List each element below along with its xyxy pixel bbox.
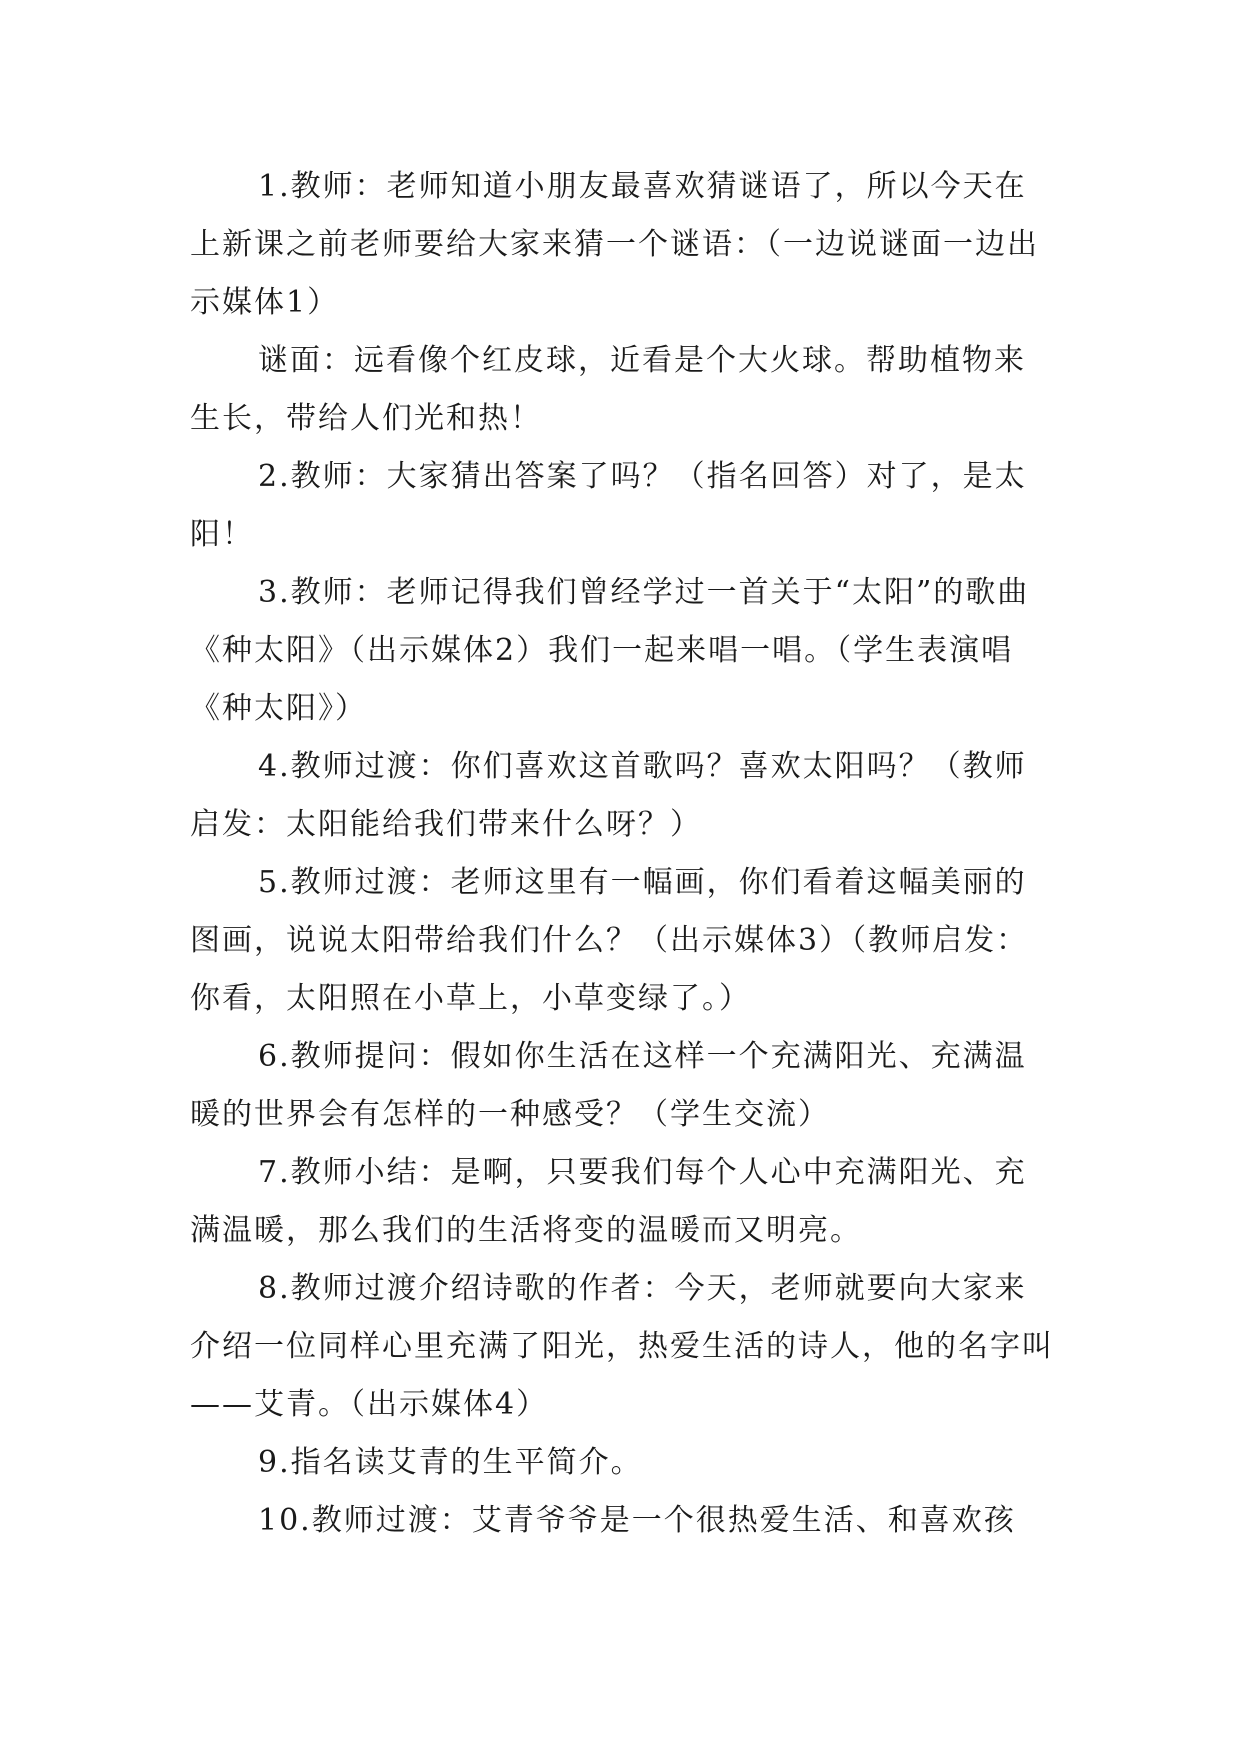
paragraph-7: 7.教师小结：是啊，只要我们每个人心中充满阳光、充满温暖，那么我们的生活将变的温暖而又明亮。 [190,1155,1027,1248]
paragraph-1: 1.教师：老师知道小朋友最喜欢猜谜语了，所以今天在上新课之前老师要给大家来猜一个谜语：（一边说谜面一边出示媒体1） [190,169,1039,320]
paragraph-4: 4.教师过渡：你们喜欢这首歌吗？喜欢太阳吗？（教师启发：太阳能给我们带来什么呀？） [190,749,1027,842]
paragraph-10: 10.教师过渡：艾青爷爷是一个很热爱生活、和喜欢孩 [258,1503,1016,1538]
paragraph-3: 3.教师：老师记得我们曾经学过一首关于“太阳”的歌曲《种太阳》（出示媒体2）我们一起来唱一唱。（学生表演唱《种太阳》） [190,575,1030,726]
paragraph-2: 2.教师：大家猜出答案了吗？（指名回答）对了，是太阳！ [190,459,1027,552]
paragraph-6: 6.教师提问：假如你生活在这样一个充满阳光、充满温暖的世界会有怎样的一种感受？（学生交流） [190,1039,1027,1132]
document-body [190,158,1055,1550]
paragraph-9: 9.指名读艾青的生平简介。 [258,1445,643,1480]
paragraph-8: 8.教师过渡介绍诗歌的作者：今天，老师就要向大家来介绍一位同样心里充满了阳光，热爱生活的诗人，他的名字叫——艾青。（出示媒体4） [190,1271,1054,1422]
paragraph-riddle: 谜面：远看像个红皮球，近看是个大火球。帮助植物来生长，带给人们光和热！ [190,343,1026,436]
paragraph-5: 5.教师过渡：老师这里有一幅画，你们看着这幅美丽的图画，说说太阳带给我们什么？（出示媒体3）（教师启发：你看，太阳照在小草上，小草变绿了。） [190,865,1029,1016]
